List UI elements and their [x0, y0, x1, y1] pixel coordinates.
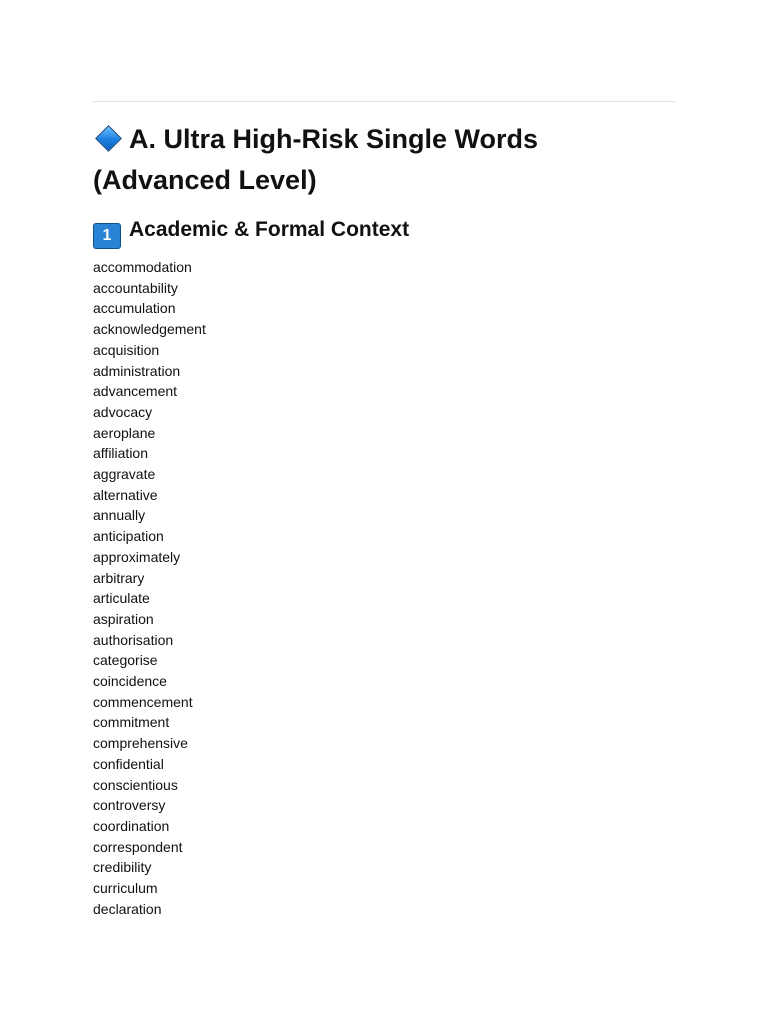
- list-item: alternative: [93, 486, 158, 503]
- list-item: correspondent: [93, 838, 183, 855]
- list-item: curriculum: [93, 880, 158, 897]
- list-item: annually: [93, 507, 146, 524]
- list-item: declaration: [93, 900, 162, 917]
- list-item: commitment: [93, 714, 170, 731]
- list-item: authorisation: [93, 631, 174, 648]
- keycap-number-icon: 1: [93, 223, 121, 249]
- section-heading-text: Academic & Formal Context: [129, 218, 410, 241]
- list-item: aggravate: [93, 466, 156, 483]
- list-item: anticipation: [93, 528, 164, 545]
- list-item: administration: [93, 362, 181, 379]
- list-item: aspiration: [93, 610, 154, 627]
- page-heading: [93, 119, 653, 201]
- horizontal-rule: [93, 101, 675, 102]
- list-item: affiliation: [93, 445, 149, 462]
- list-item: arbitrary: [93, 569, 145, 586]
- list-item: articulate: [93, 590, 150, 607]
- list-item: accountability: [93, 279, 178, 296]
- list-item: approximately: [93, 548, 181, 565]
- list-item: coincidence: [93, 673, 167, 690]
- list-item: advancement: [93, 383, 178, 400]
- list-item: advocacy: [93, 403, 153, 420]
- list-item: accumulation: [93, 300, 176, 317]
- list-item: categorise: [93, 652, 158, 669]
- list-item: confidential: [93, 755, 164, 772]
- list-item: credibility: [93, 859, 152, 876]
- list-item: aeroplane: [93, 424, 156, 441]
- page-heading-text: A. Ultra High-Risk Single Words (Advanced Level): [93, 124, 539, 195]
- section-heading: [93, 214, 409, 249]
- blue-diamond-icon: [99, 129, 120, 150]
- list-item: accommodation: [93, 259, 192, 275]
- word-list: [93, 257, 206, 920]
- list-item: acquisition: [93, 341, 160, 358]
- list-item: commencement: [93, 693, 193, 710]
- list-item: controversy: [93, 797, 166, 814]
- list-item: acknowledgement: [93, 321, 206, 338]
- list-item: conscientious: [93, 776, 178, 793]
- list-item: comprehensive: [93, 735, 188, 752]
- list-item: coordination: [93, 817, 170, 834]
